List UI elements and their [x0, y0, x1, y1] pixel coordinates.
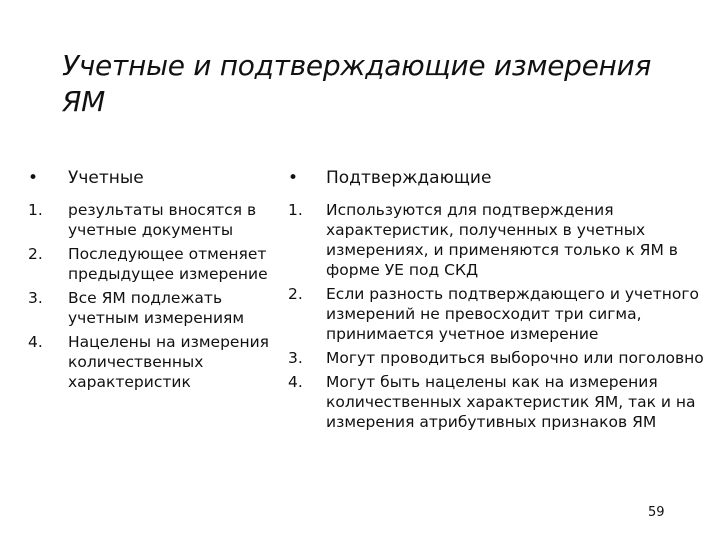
item-text: результаты вносятся в учетные документы [68, 201, 257, 239]
page-number: 59 [648, 505, 665, 520]
list-item [28, 332, 278, 392]
list-item [288, 200, 708, 280]
item-number: 1. [28, 201, 43, 219]
list-item [28, 244, 278, 284]
bullet: • [28, 168, 39, 188]
item-text: Могут проводиться выборочно или поголовно [326, 349, 704, 367]
list-item [28, 288, 278, 328]
item-number: 3. [28, 289, 43, 307]
item-number: 4. [288, 373, 303, 391]
item-number: 1. [288, 201, 303, 219]
item-text: Используются для подтверждения характеристик, полученных в учетных измерениях, и применяются только к ЯМ в форме УЕ под СКД [326, 201, 678, 279]
list-item [288, 284, 708, 344]
left-heading-row [28, 168, 278, 188]
right-heading: Подтверждающие [326, 168, 492, 188]
right-column [288, 168, 708, 436]
list-item [28, 200, 278, 240]
list-item [288, 372, 708, 432]
item-number: 2. [288, 285, 303, 303]
item-text: Последующее отменяет предыдущее измерение [68, 245, 268, 283]
slide-title: Учетные и подтверждающие измерения ЯМ [62, 49, 651, 118]
right-heading-row [288, 168, 708, 188]
item-number: 4. [28, 333, 43, 351]
left-column [28, 168, 278, 396]
left-heading: Учетные [68, 168, 144, 188]
item-number: 3. [288, 349, 303, 367]
item-text: Все ЯМ подлежать учетным измерениям [68, 289, 245, 327]
item-text: Если разность подтверждающего и учетного измерений не превосходит три сигма, принимается учетное измерение [326, 285, 699, 343]
list-item [288, 348, 708, 368]
item-number: 2. [28, 245, 43, 263]
bullet: • [288, 168, 299, 188]
item-text: Могут быть нацелены как на измерения количественных характеристик ЯМ, так и на измерения атрибутивных признаков ЯМ [326, 373, 696, 431]
item-text: Нацелены на измерения количественных характеристик [68, 333, 269, 391]
